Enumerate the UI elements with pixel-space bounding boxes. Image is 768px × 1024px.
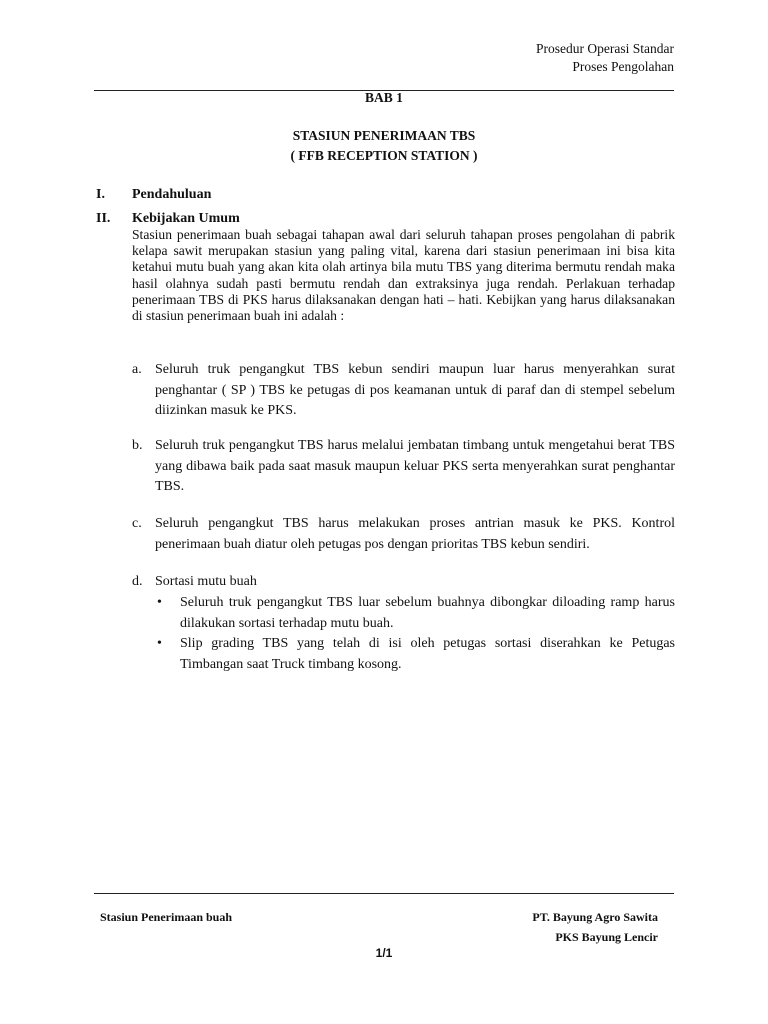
list-marker: c. [132, 516, 142, 531]
list-marker: a. [132, 362, 142, 377]
document-subtitle: ( FFB RECEPTION STATION ) [290, 148, 478, 163]
section-number: II. [96, 211, 111, 226]
bullet-list [155, 593, 675, 675]
bullet-dot-icon: • [157, 636, 162, 651]
section-number: I. [96, 187, 105, 202]
list-item [132, 514, 675, 555]
policy-paragraph: Stasiun penerimaan buah sebagai tahapan awal dari seluruh tahapan proses pengolahan di pabrik kelapa sawit merupakan stasiun yang paling vital, karena dari stasiun penerimaan ini bisa kita ketahui mutu buah yang akan kita olah artinya bila mutu TBS yang diterima bermutu rendah maka hasil olahnya sudah pasti bermutu rendah dan extraksinya juga rendah. Perlakuan terhadap penerimaan TBS di PKS harus dilaksanakan dengan hati – hati. Kebijkan yang harus dilaksanakan di stasiun penerimaan buah ini adalah : [132, 227, 675, 324]
footer-site: PKS Bayung Lencir [555, 930, 658, 944]
footer-left: Stasiun Penerimaan buah [100, 910, 233, 924]
list-item-text: Sortasi mutu buah [155, 574, 257, 589]
chapter-heading: BAB 1 [365, 90, 403, 105]
list-item-text: Seluruh truk pengangkut TBS kebun sendiri maupun luar harus menyerahkan surat penghantar ( SP ) TBS ke petugas di pos keamanan untuk di paraf dan di stempel sebelum diizinkan masuk ke PKS. [155, 362, 675, 418]
list-marker: b. [132, 438, 143, 453]
section-heading-2 [96, 210, 240, 228]
list-item-text: Seluruh truk pengangkut TBS harus melalui jembatan timbang untuk mengetahui berat TBS yang dibawa baik pada saat masuk maupun keluar PKS serta menyerahkan surat penghantar TBS. [155, 438, 675, 494]
bullet-item [155, 593, 675, 634]
header-line-1: Prosedur Operasi Standar [536, 41, 674, 56]
page-number: 1/1 [375, 946, 393, 960]
footer-right [532, 907, 658, 947]
list-item [132, 360, 675, 422]
bullet-text: Slip grading TBS yang telah di isi oleh petugas sortasi diserahkan ke Petugas Timbangan saat Truck timbang kosong. [180, 636, 675, 672]
page-header [536, 40, 674, 76]
section-title: Kebijakan Umum [132, 211, 240, 226]
list-item [132, 436, 675, 498]
bullet-dot-icon: • [157, 595, 162, 610]
footer-company: PT. Bayung Agro Sawita [532, 910, 658, 924]
section-heading-1 [96, 186, 211, 204]
footer-divider [94, 893, 674, 894]
document-title: STASIUN PENERIMAAN TBS [292, 128, 476, 143]
bullet-text: Seluruh truk pengangkut TBS luar sebelum buahnya dibongkar diloading ramp harus dilakukan sortasi terhadap mutu buah. [180, 595, 675, 631]
list-item-text: Seluruh pengangkut TBS harus melakukan proses antrian masuk ke PKS. Kontrol penerimaan buah diatur oleh petugas pos dengan prioritas TBS kebun sendiri. [155, 516, 675, 552]
section-title: Pendahuluan [132, 187, 212, 202]
header-line-2: Proses Pengolahan [572, 59, 674, 74]
list-item [132, 572, 675, 593]
bullet-item [155, 634, 675, 675]
list-marker: d. [132, 574, 143, 589]
